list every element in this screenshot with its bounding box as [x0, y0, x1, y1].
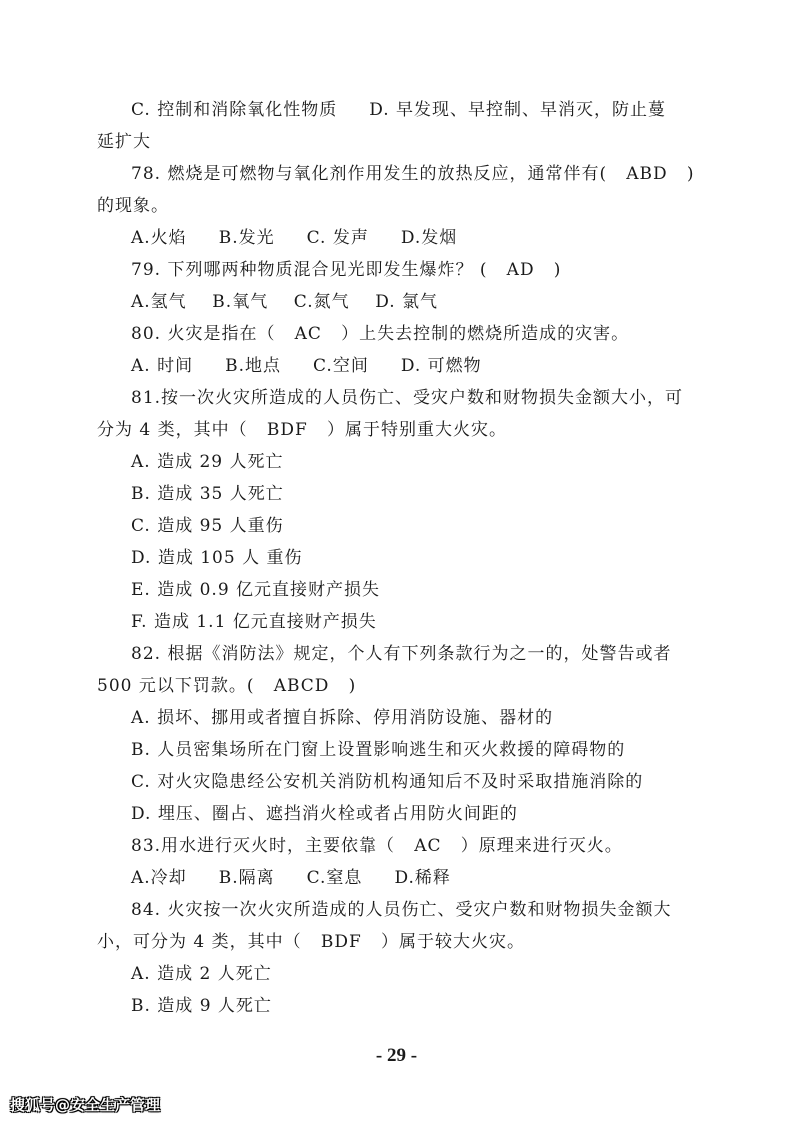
text-line: A. 造成 29 人死亡 — [131, 452, 284, 472]
text-line: 78. 燃烧是可燃物与氧化剂作用发生的放热反应，通常伴有( ABD ) — [131, 164, 695, 184]
text-line: A.冷却 B.隔离 C.窒息 D.稀释 — [131, 868, 451, 888]
text-line: 83.用水进行灭火时，主要依靠（ AC ）原理来进行灭火。 — [131, 836, 623, 856]
text-line: 79. 下列哪两种物质混合见光即发生爆炸？ ( AD ) — [131, 260, 562, 280]
text-line: 82. 根据《消防法》规定，个人有下列条款行为之一的，处警告或者 — [131, 644, 672, 664]
text-line: F. 造成 1.1 亿元直接财产损失 — [131, 612, 377, 632]
text-line: B. 造成 35 人死亡 — [131, 484, 284, 504]
source-watermark: 搜狐号@安全生产管理 — [10, 1096, 161, 1114]
text-line: D. 造成 105 人 重伤 — [131, 548, 303, 568]
page-number: - 29 - — [375, 1045, 418, 1066]
text-line: C. 对火灾隐患经公安机关消防机构通知后不及时采取措施消除的 — [131, 772, 644, 792]
text-line: C. 控制和消除氧化性物质 D. 早发现、早控制、早消灭，防止蔓 — [131, 100, 667, 120]
text-line: 81.按一次火灾所造成的人员伤亡、受灾户数和财物损失金额大小，可 — [131, 388, 684, 408]
text-line: A.氢气 B.氧气 C.氮气 D. 氯气 — [131, 292, 439, 312]
text-line: 500 元以下罚款。( ABCD ) — [97, 676, 357, 696]
text-line: D. 埋压、圈占、遮挡消火栓或者占用防火间距的 — [131, 804, 518, 824]
text-line: A. 造成 2 人死亡 — [131, 964, 272, 984]
text-line: A. 损坏、挪用或者擅自拆除、停用消防设施、器材的 — [131, 708, 554, 728]
text-line: 84. 火灾按一次火灾所造成的人员伤亡、受灾户数和财物损失金额大 — [131, 900, 672, 920]
text-line: E. 造成 0.9 亿元直接财产损失 — [131, 580, 381, 600]
text-line: 80. 火灾是指在（ AC ）上失去控制的燃烧所造成的灾害。 — [131, 324, 630, 344]
text-line: A. 时间 B.地点 C.空间 D. 可燃物 — [131, 356, 482, 376]
text-line: C. 造成 95 人重伤 — [131, 516, 284, 536]
text-line: B. 造成 9 人死亡 — [131, 996, 272, 1016]
text-line: 分为 4 类，其中（ BDF ）属于特别重大火灾。 — [97, 420, 507, 440]
text-line: 的现象。 — [97, 196, 169, 216]
text-line: 延扩大 — [97, 132, 151, 152]
text-line: B. 人员密集场所在门窗上设置影响逃生和灭火救援的障碍物的 — [131, 740, 626, 760]
text-line: A.火焰 B.发光 C. 发声 D.发烟 — [131, 228, 458, 248]
text-line: 小，可分为 4 类，其中（ BDF ）属于较大火灾。 — [97, 932, 525, 952]
